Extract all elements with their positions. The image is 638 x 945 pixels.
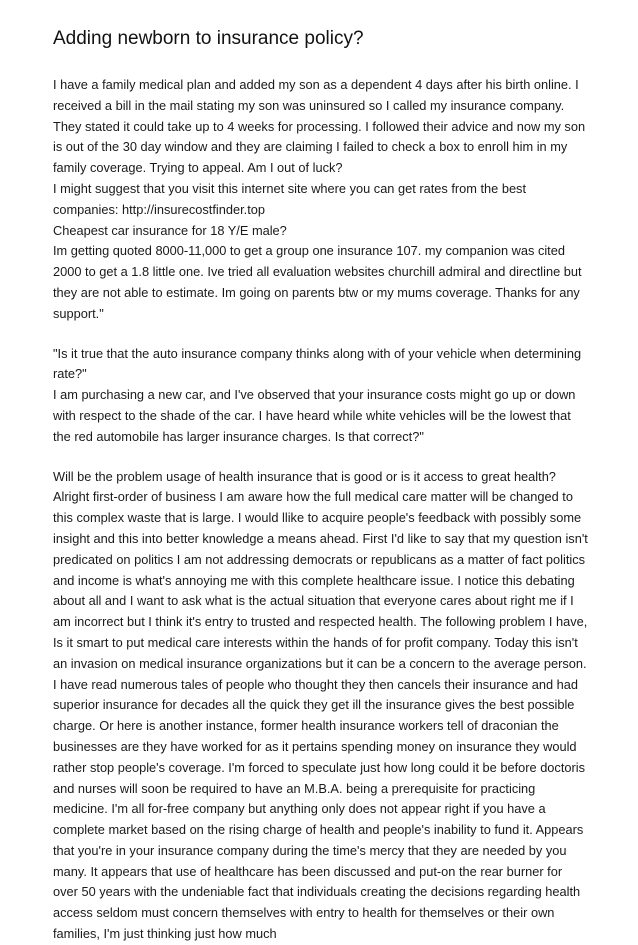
answer-text: I might suggest that you visit this internet site where you can get rates from the best companies: http://insurecostfinder.top [53, 180, 527, 217]
page-title: Adding newborn to insurance policy? [53, 28, 364, 49]
section-newborn [53, 75, 588, 325]
section-car-color [53, 344, 588, 448]
question-title: Cheapest car insurance for 18 Y/E male? [53, 222, 287, 238]
question-body: I am purchasing a new car, and I've observed that your insurance costs might go up or down with respect to the shade of the car. I have heard while white vehicles will be the lowest that the red automobile has larger insurance charges. Is that correct?" [53, 387, 576, 444]
question-body: Alright first-order of business I am aware how the full medical care matter will be changed to this complex waste that is large. I would llike to acquire people's feedback with possibly some insight and this into better knowledge a means ahead. First I'd like to say that my question isn't predicated on politics I am not addressing democrats or republicans as a matter of fact politics and income is what's annoying me with this complete healthcare issue. I notice this debating about all and I want to ask what is the actual situation that everyone cares about right me if I am incorrect but I think it's entry to trusted and respected health. The following problem I have, Is it smart to put medical care interests within the hands of for profit company. Today this isn't an invasion on medical insurance organizations but it can be a concern to the average person. I have read numerous tales of people who thought they then cancels their insurance and had superior insurance for decades all the quick they get ill the insurance gives the best possible charge. Or here is another instance, former health insurance workers tell of draconian the businesses are they have worked for as it pertains spending money on insurance they would rather stop people's coverage. I'm forced to speculate just how long could it be before doctoris and nurses will soon be required to have an M.B.A. being a prerequisite for practicing medicine. I'm all for-free company but anything only does not appear right if you have a complete market based on the rising charge of health and people's inability to fund it. Appears that you're in your insurance company during the time's mercy that they are needed by you many. It appears that use of healthcare has been discussed and put-on the rear burner for over 50 years with the undeniable fact that individuals creating the decisions regarding health access seldom must concern themselves with entry to health for themselves or their own families, I'm just thinking just how much [53, 489, 588, 942]
question-title: Will be the problem usage of health insurance that is good or is it access to great health? [53, 468, 556, 484]
paragraph-gap [53, 325, 588, 344]
question-text: I have a family medical plan and added my son as a dependent 4 days after his birth online. I received a bill in the mail stating my son was uninsured so I called my insurance company. They stated it could take up to 4 weeks for processing. I followed their advice and now my son is out of the 30 day window and they are claiming I failed to check a box to enroll him in my family coverage. Trying to appeal. Am I out of luck? [53, 77, 586, 176]
section-health-access [53, 467, 588, 945]
question-body: Im getting quoted 8000-11,000 to get a group one insurance 107. my companion was cited 2000 to get a 1.8 little one. Ive tried all evaluation websites churchill admiral and directline but they are not able to estimate. Im going on parents btw or my mums coverage. Thanks for any support." [53, 243, 582, 321]
question-title: "Is it true that the auto insurance company thinks along with of your vehicle when determining rate?" [53, 345, 582, 382]
paragraph-gap [53, 448, 588, 467]
